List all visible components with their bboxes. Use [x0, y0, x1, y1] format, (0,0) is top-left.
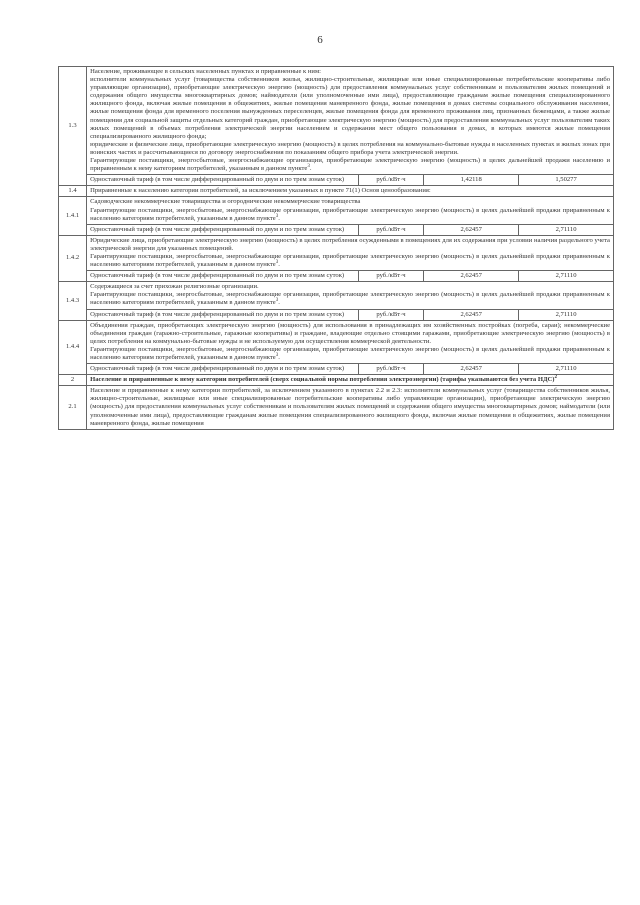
tariff-value-second-half: 2,71110	[519, 309, 614, 320]
row-code: 1.4.4	[59, 320, 87, 375]
description-paragraph: Юридические лица, приобретающие электрическую энергию (мощность) в целях потребления осужденными в помещениях для их содержания при условии наличия раздельного учета электрической энергии для указанных помещений.	[90, 236, 610, 252]
row-code: 1.4.1	[59, 197, 87, 235]
row-code: 1.3	[59, 67, 87, 186]
description-text: Гарантирующие поставщики, энергосбытовые, энергоснабжающие организации, приобретающие электрическую энергию (мощность) в целях дальнейшей продажи приравненным к населению категориям потребителей, указанным в данном пункте	[90, 291, 610, 307]
row-1-4-4	[59, 320, 614, 363]
tariff-label: Одноставочный тариф (в том числе дифференцированный по двум и по трем зонам суток)	[87, 224, 359, 235]
row-2	[59, 375, 614, 386]
tariff-value-second-half: 1,50277	[519, 175, 614, 186]
tariff-value-first-half: 2,62457	[424, 309, 519, 320]
row-1-4-3	[59, 282, 614, 309]
row-code: 1.4.2	[59, 235, 87, 281]
section-heading-text: Население и приравненные к нему категории потребителей (сверх социальной нормы потребления электроэнергии) (тарифы указываются без учета НДС)	[90, 376, 555, 384]
description-paragraph: Гарантирующие поставщики, энергосбытовые, энергоснабжающие организации, приобретающие электрическую энергию (мощность) в целях дальнейшей продажи приравненным к населению категориям потребителей, указанным в данном пункте$^3$.	[90, 345, 610, 361]
row-description	[87, 197, 614, 224]
footnote-marker: 3	[275, 298, 279, 304]
row-code: 2.1	[59, 386, 87, 429]
tariff-row	[59, 175, 614, 186]
row-code: 1.4.3	[59, 282, 87, 320]
tariff-row	[59, 271, 614, 282]
tariff-unit: руб./кВт·ч	[358, 309, 424, 320]
tariff-value-first-half: 2,62457	[424, 364, 519, 375]
tariff-row	[59, 224, 614, 235]
footnote-marker: 3	[307, 163, 310, 169]
tariff-unit: руб./кВт·ч	[358, 271, 424, 282]
description-text: Гарантирующие поставщики, энергосбытовые, энергоснабжающие организации, приобретающие электрическую энергию (мощность) в целях дальнейшей продажи населению и приравненным к нему категориям потребителей, указанным в данном пункте	[90, 157, 610, 173]
tariff-unit: руб./кВт·ч	[358, 175, 424, 186]
description-paragraph: исполнители коммунальных услуг (товарищества собственников жилья, жилищно-строительные, жилищные или иные специализированные потребительские кооперативы либо управляющие организации), приобретающие электрическую энергию (мощность) для предоставления коммунальных услуг собственникам и пользователям жилых помещений и содержания общего имущества многоквартирных домов; наймодатели (или уполномоченные ими лица), предоставляющие гражданам жилые помещения специализированного жилищного фонда, включая жилые помещения в общежитиях, жилые помещения маневренного фонда, жилые помещения в домах системы социального обслуживания населения, жилые помещения фонда для временного поселения вынужденных переселенцев, жилые помещения фонда для временного проживания лиц, признанных беженцами, а также жилые помещения для социальной защиты отдельных категорий граждан, приобретающие электрическую энергию (мощность) для предоставления коммунальных услуг пользователям таких жилых помещений в объемах потребления электрической энергии населением и содержания мест общего пользования в домах, в которых имеются жилые помещения специализированного жилищного фонда;	[90, 76, 610, 140]
tariff-label: Одноставочный тариф (в том числе дифференцированный по двум и по трем зонам суток)	[87, 364, 359, 375]
description-paragraph: Содержащиеся за счет прихожан религиозные организации.	[90, 283, 259, 291]
row-description	[87, 235, 614, 270]
row-code: 1.4	[59, 186, 87, 197]
description-text: Гарантирующие поставщики, энергосбытовые, энергоснабжающие организации, приобретающие электрическую энергию (мощность) в целях дальнейшей продажи приравненным к населению категориям потребителей, указанным в данном пункте	[90, 252, 610, 269]
tariff-unit: руб./кВт·ч	[358, 224, 424, 235]
tariff-unit: руб./кВт·ч	[358, 364, 424, 375]
row-1-4-2	[59, 235, 614, 270]
footnote-marker: 3	[275, 259, 279, 265]
row-1-3	[59, 67, 614, 175]
row-description: Приравненные к населению категории потребителей, за исключением указанных в пункте 71(1) Основ ценообразования:	[87, 186, 614, 197]
description-paragraph: Гарантирующие поставщики, энергосбытовые, энергоснабжающие организации, приобретающие электрическую энергию (мощность) в целях дальнейшей продажи приравненным к населению категориям потребителей, указанным в данном пункте$^3$.	[90, 291, 610, 307]
description-paragraph: Гарантирующие поставщики, энергосбытовые, энергоснабжающие организации, приобретающие электрическую энергию (мощность) в целях дальнейшей продажи населению и приравненным к нему категориям потребителей, указанным в данном пункте$^3$.	[90, 157, 610, 173]
row-description	[87, 282, 614, 309]
row-description: Население и приравненные к нему категории потребителей, за исключением указанного в пунктах 2.2 и 2.3: исполнители коммунальных услуг (товарищества собственников жилья, жилищно-строительные, жилищные или иные специализированные потребительские кооперативы либо управляющие организации), приобретающие электрическую энергию (мощность) для предоставления коммунальных услуг собственникам и пользователям жилых помещений и содержания общего имущества многоквартирных домов; наймодатели (или уполномоченные ими лица), предоставляющие гражданам жилые помещения специализированного жилищного фонда, включая жилые помещения в общежитиях, жилые помещения маневренного фонда, жилые помещения	[87, 386, 614, 429]
description-paragraph: Садоводческие некоммерческие товарищества и огороднические некоммерческие товарищества	[90, 198, 361, 206]
description-text: Гарантирующие поставщики, энергосбытовые, энергоснабжающие организации, приобретающие электрическую энергию (мощность) в целях дальнейшей продажи приравненным к населению категориям потребителей, указанным в данном пункте	[90, 206, 610, 222]
footnote-marker: 3	[275, 352, 279, 358]
description-paragraph: Население, проживающее в сельских населенных пунктах и приравненные к ним:	[90, 68, 321, 75]
tariff-value-first-half: 1,42118	[424, 175, 519, 186]
tariff-label: Одноставочный тариф (в том числе дифференцированный по двум и по трем зонам суток)	[87, 175, 359, 186]
row-2-1	[59, 386, 614, 429]
tariff-row	[59, 309, 614, 320]
row-description	[87, 320, 614, 363]
tariff-value-second-half: 2,71110	[519, 224, 614, 235]
row-1-4-1	[59, 197, 614, 224]
row-1-4	[59, 186, 614, 197]
tariff-row	[59, 364, 614, 375]
row-description	[87, 67, 614, 175]
footnote-marker: 3	[275, 213, 279, 219]
tariff-value-first-half: 2,62457	[424, 271, 519, 282]
tariff-label: Одноставочный тариф (в том числе дифференцированный по двум и по трем зонам суток)	[87, 309, 359, 320]
tariff-value-second-half: 2,71110	[519, 271, 614, 282]
tariff-value-second-half: 2,71110	[519, 364, 614, 375]
description-paragraph: юридические и физические лица, приобретающие электрическую энергию (мощность) в целях потребления на коммунально-бытовые нужды в населенных пунктах и жилых зонах при воинских частях и рассчитывающиеся по договору энергоснабжения по показаниям общего прибора учета электрической энергии.	[90, 140, 610, 156]
row-code: 2	[59, 375, 87, 386]
tariff-label: Одноставочный тариф (в том числе дифференцированный по двум и по трем зонам суток)	[87, 271, 359, 282]
description-paragraph: Гарантирующие поставщики, энергосбытовые, энергоснабжающие организации, приобретающие электрическую энергию (мощность) в целях дальнейшей продажи приравненным к населению категориям потребителей, указанным в данном пункте$^3$.	[90, 252, 610, 269]
description-paragraph: Объединения граждан, приобретающих электрическую энергию (мощность) для использования в принадлежащих им хозяйственных постройках (погреба, сараи); некоммерческие объединения граждан (гаражно-строительные, гаражные кооперативы) и граждане, владеющие отдельно стоящими гаражами, приобретающие электрическую энергию (мощность) в целях потребления на коммунально-бытовые нужды и не используемую для осуществления коммерческой деятельности.	[90, 321, 610, 345]
section-heading	[87, 375, 614, 386]
footnote-marker: 2	[554, 375, 557, 380]
description-paragraph: Гарантирующие поставщики, энергосбытовые, энергоснабжающие организации, приобретающие электрическую энергию (мощность) в целях дальнейшей продажи приравненным к населению категориям потребителей, указанным в данном пункте$^3$.	[90, 206, 610, 222]
tariff-value-first-half: 2,62457	[424, 224, 519, 235]
tariff-table	[58, 66, 614, 430]
page-number: 6	[317, 34, 323, 46]
description-text: Гарантирующие поставщики, энергосбытовые, энергоснабжающие организации, приобретающие электрическую энергию (мощность) в целях дальнейшей продажи приравненным к населению категориям потребителей, указанным в данном пункте	[90, 345, 610, 361]
